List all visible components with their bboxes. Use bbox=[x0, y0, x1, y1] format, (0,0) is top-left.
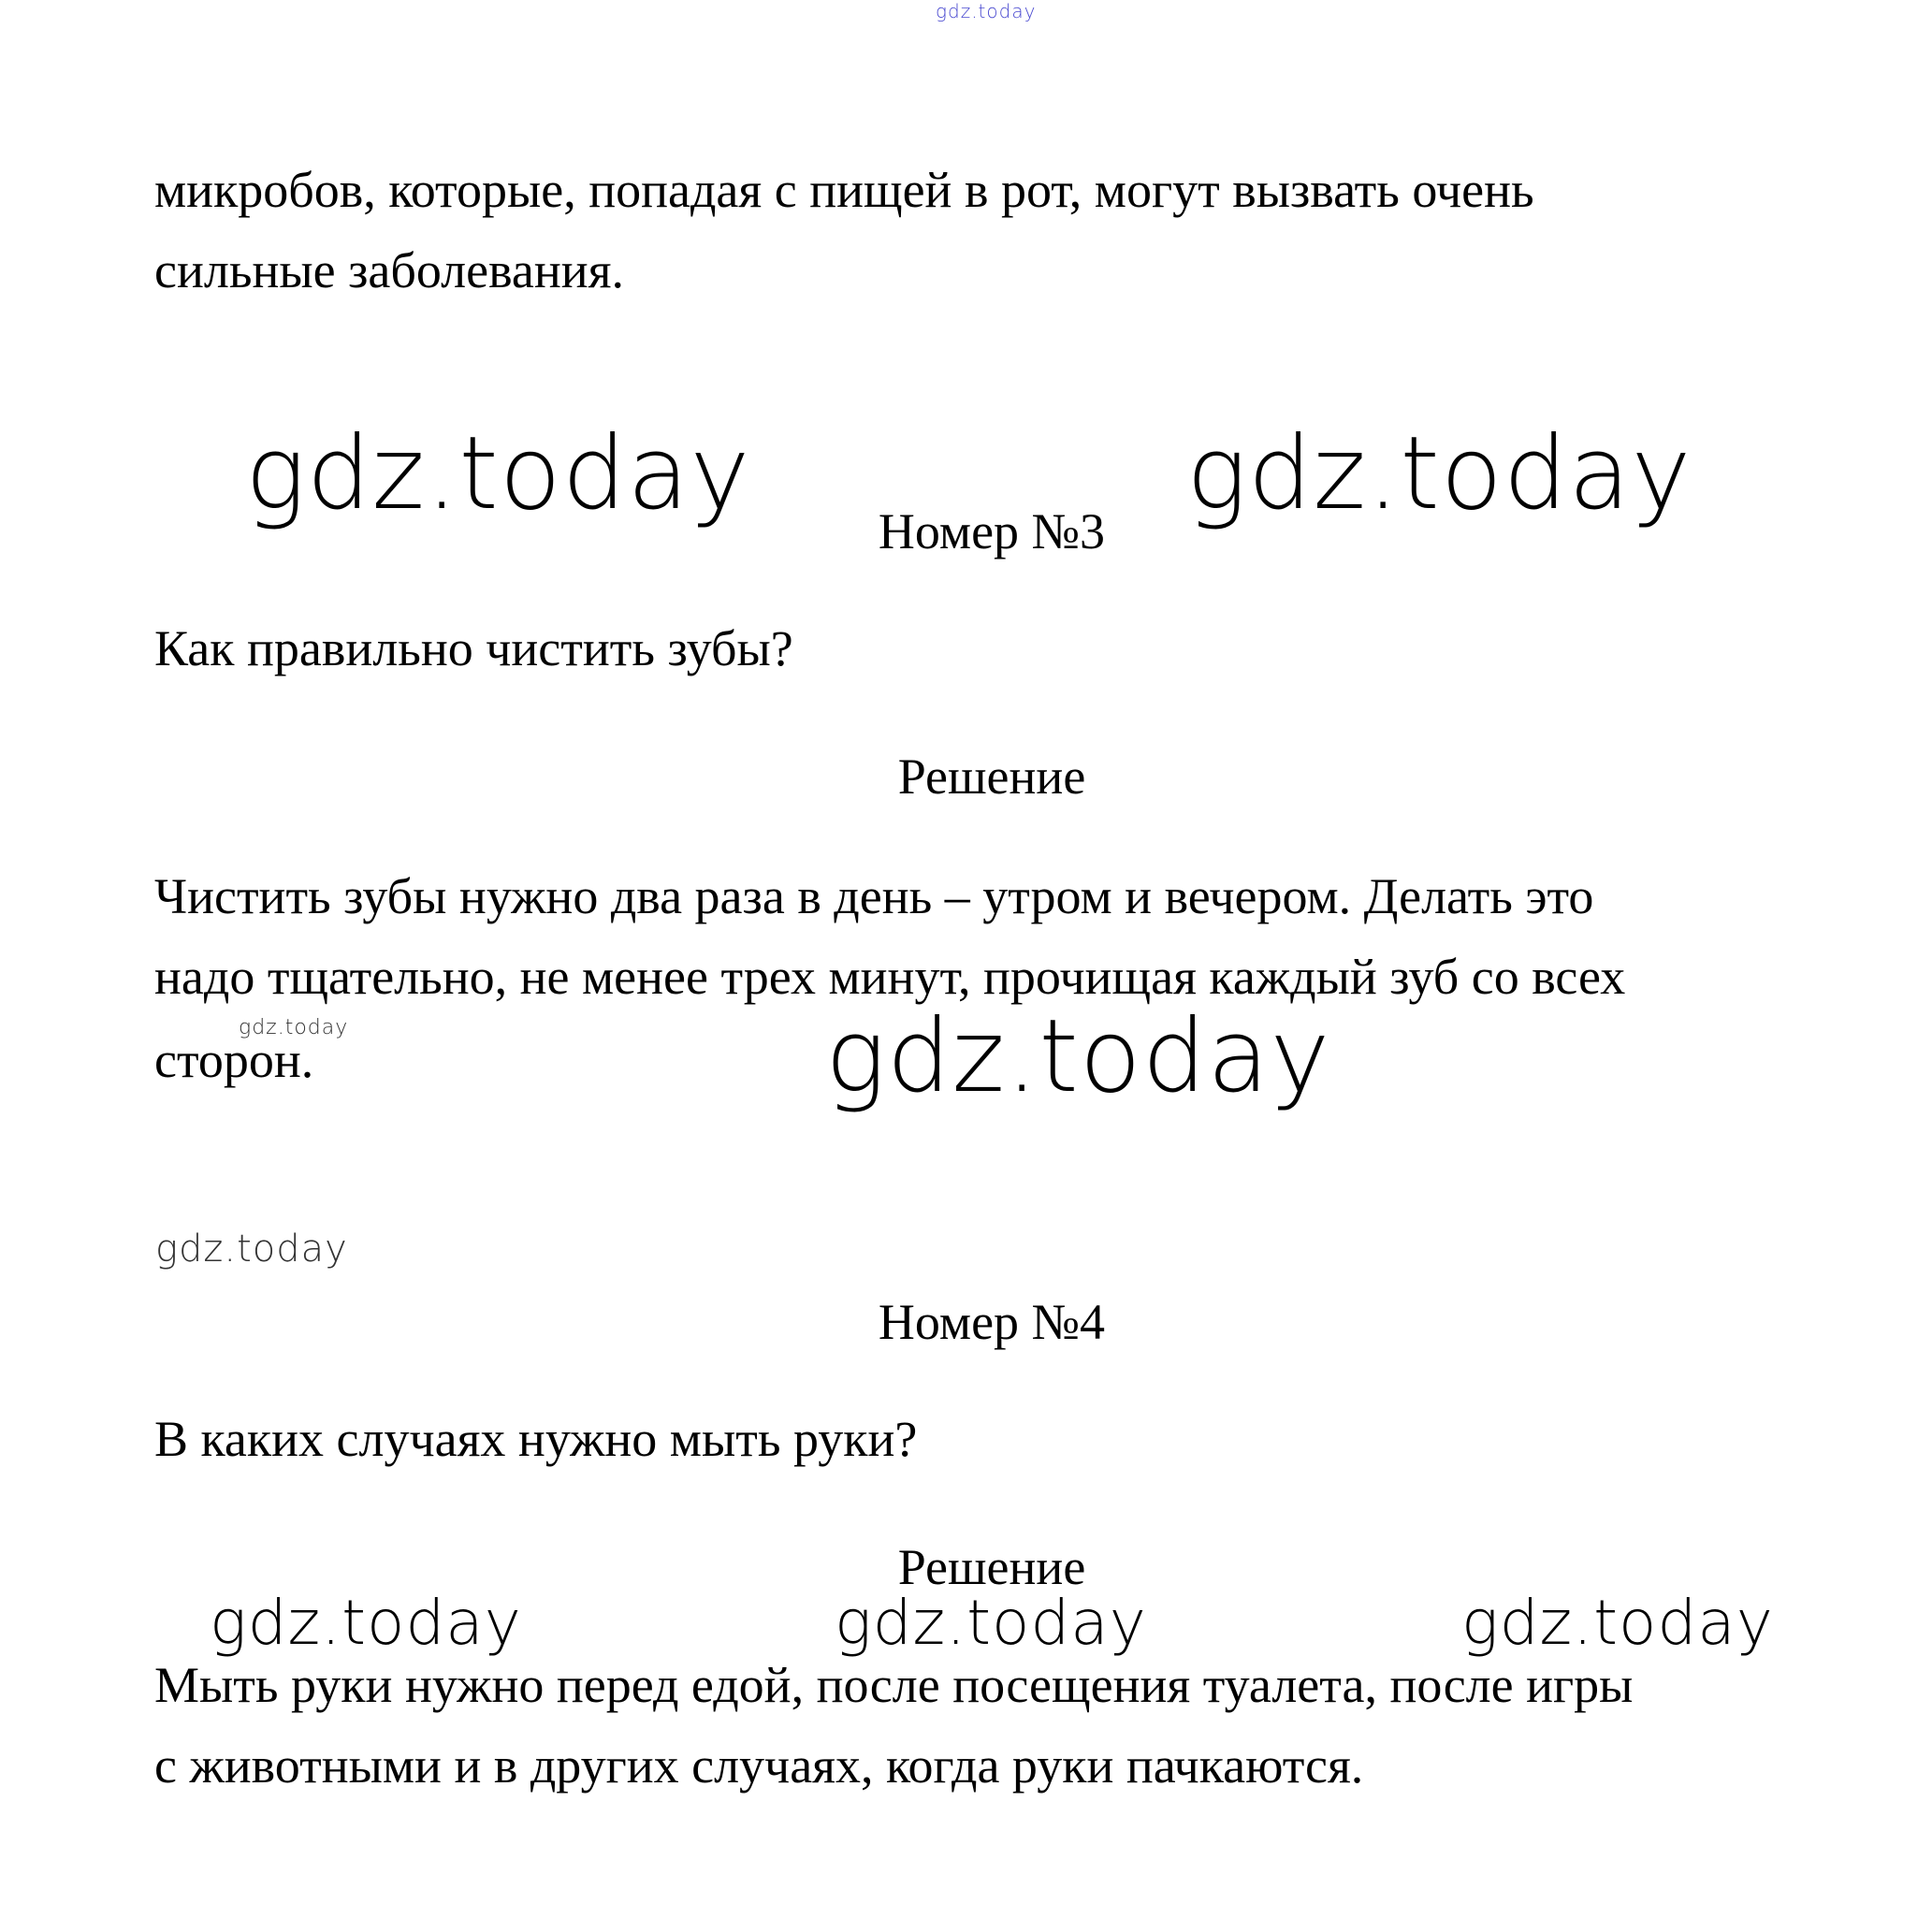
watermark-large-center: gdz.today bbox=[825, 998, 1331, 1115]
watermark-small-inline: gdz.today bbox=[239, 1016, 349, 1039]
watermark-row-left: gdz.today bbox=[210, 1587, 522, 1659]
intro-line-1: микробов, которые, попадая с пищей в рот, могут вызвать очень bbox=[154, 162, 1534, 218]
watermark-top: gdz.today bbox=[936, 0, 1037, 22]
watermark-row-right: gdz.today bbox=[1461, 1587, 1774, 1659]
task3-solution-heading: Решение bbox=[897, 748, 1086, 805]
task3-answer-line-3: сторон. bbox=[154, 1032, 314, 1088]
watermark-row-center: gdz.today bbox=[835, 1587, 1147, 1659]
intro-line-2: сильные заболевания. bbox=[154, 242, 624, 298]
task4-solution-heading: Решение bbox=[897, 1539, 1086, 1595]
task4-heading: Номер №4 bbox=[878, 1294, 1106, 1350]
watermark-medium-left: gdz.today bbox=[155, 1227, 348, 1271]
task4-answer-line-1: Мыть руки нужно перед едой, после посещения туалета, после игры bbox=[154, 1657, 1634, 1713]
watermark-large-right: gdz.today bbox=[1186, 415, 1692, 532]
task4-question: В каких случаях нужно мыть руки? bbox=[154, 1411, 918, 1467]
task3-answer-line-2: надо тщательно, не менее трех минут, прочищая каждый зуб со всех bbox=[154, 949, 1626, 1005]
task3-answer-line-1: Чистить зубы нужно два раза в день – утром и вечером. Делать это bbox=[154, 868, 1594, 924]
task4-answer-line-2: с животными и в других случаях, когда руки пачкаются. bbox=[154, 1737, 1364, 1794]
task3-question: Как правильно чистить зубы? bbox=[154, 620, 793, 676]
watermark-large-left: gdz.today bbox=[245, 415, 751, 532]
task3-heading: Номер №3 bbox=[878, 503, 1106, 559]
